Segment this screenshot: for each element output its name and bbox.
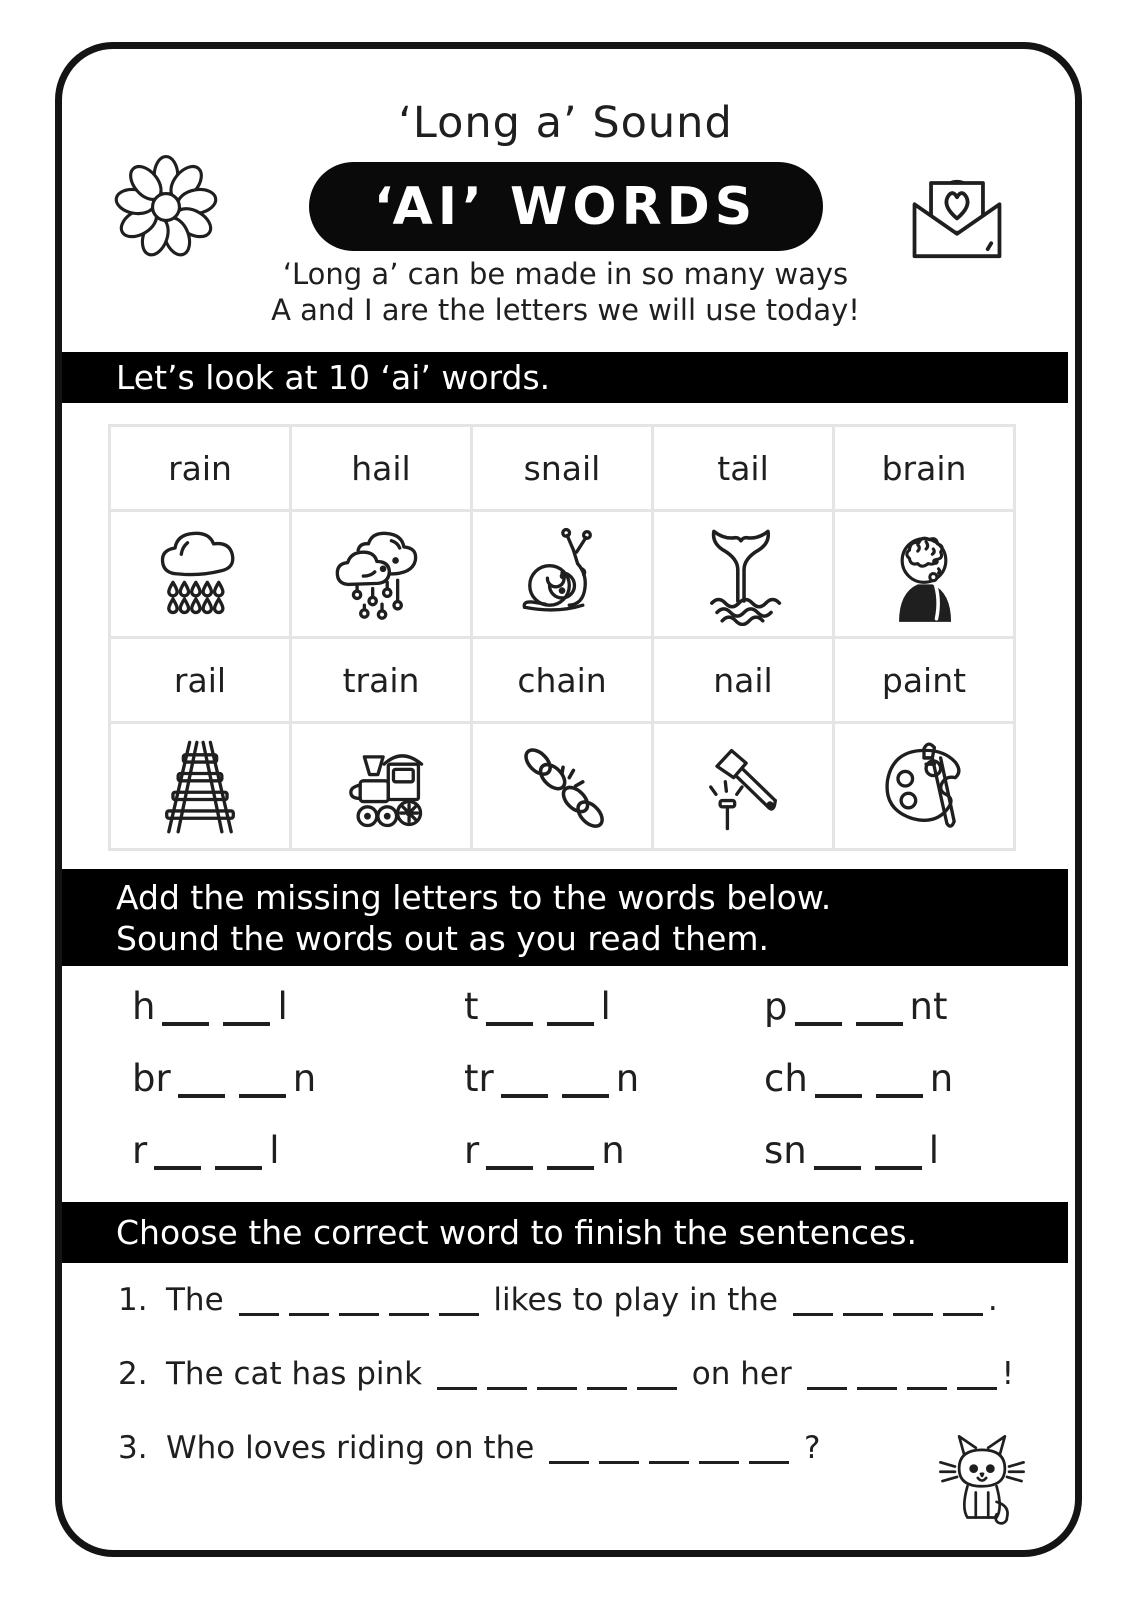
sentence <box>118 1282 1068 1322</box>
answer-blank <box>943 1311 983 1316</box>
word-icon-cell <box>653 723 834 850</box>
missing-letters-word <box>464 1057 764 1103</box>
sentence-number: 2. <box>118 1356 148 1392</box>
word-icon-cell <box>110 723 291 850</box>
word-suffix: nt <box>909 985 948 1028</box>
missing-letters-banner <box>62 869 1068 966</box>
sentence-text: The <box>166 1282 234 1318</box>
letter-blank <box>875 1164 922 1170</box>
letter-blank <box>501 1092 548 1098</box>
paint-palette-icon <box>872 734 976 838</box>
letter-blank <box>562 1092 609 1098</box>
missing-letters-word <box>464 985 764 1031</box>
letter-blank <box>215 1164 262 1170</box>
word-suffix: l <box>600 985 611 1028</box>
missing-letters-word <box>132 1057 464 1103</box>
whale-tail-icon <box>691 522 795 626</box>
thinking-head-icon <box>872 522 976 626</box>
letter-blank <box>162 1020 209 1026</box>
word-prefix: r <box>132 1129 148 1172</box>
missing-letters-banner-line-2: Sound the words out as you read them. <box>116 918 770 958</box>
word-icon-cell <box>472 511 653 638</box>
title-badge-label: ‘AI’ WORDS <box>373 176 758 237</box>
sentence-text: on her <box>681 1356 802 1392</box>
answer-blank <box>699 1459 739 1464</box>
sentences-banner-text: Choose the correct word to finish the sentences. <box>116 1213 918 1252</box>
letter-blank <box>486 1020 533 1026</box>
sentence-number: 1. <box>118 1282 148 1318</box>
answer-blank <box>239 1311 279 1316</box>
word-prefix: r <box>464 1129 480 1172</box>
daisy-flower-icon <box>110 150 222 264</box>
word-icon-cell <box>834 511 1015 638</box>
letter-blank <box>876 1092 923 1098</box>
word-icon-cell <box>834 723 1015 850</box>
missing-letters-grid <box>62 985 1068 1175</box>
sentence-text: Who loves riding on the <box>166 1430 545 1466</box>
word-suffix: l <box>269 1129 280 1172</box>
missing-letters-word <box>132 1129 464 1175</box>
answer-blank <box>339 1311 379 1316</box>
word-bank-banner <box>62 352 1068 403</box>
train-icon <box>329 734 433 838</box>
word-label-rail: rail <box>110 638 291 723</box>
missing-letters-banner-line-1: Add the missing letters to the words below. <box>116 877 832 917</box>
love-letter-icon <box>896 150 1018 268</box>
subtitle-line-1: ‘Long a’ can be made in so many ways <box>282 257 849 291</box>
word-icon-cell <box>291 511 472 638</box>
word-label-hail: hail <box>291 426 472 511</box>
word-prefix: tr <box>464 1057 494 1100</box>
letter-blank <box>856 1020 903 1026</box>
word-label-brain: brain <box>834 426 1015 511</box>
answer-blank <box>807 1385 847 1390</box>
sentence-list <box>62 1282 1068 1504</box>
answer-blank <box>893 1311 933 1316</box>
word-label-snail: snail <box>472 426 653 511</box>
missing-letters-word <box>764 1129 1068 1175</box>
letter-blank <box>154 1164 201 1170</box>
word-icon-cell <box>110 511 291 638</box>
answer-blank <box>549 1459 589 1464</box>
answer-blank <box>749 1459 789 1464</box>
word-icon-cell <box>653 511 834 638</box>
letter-blank <box>178 1092 225 1098</box>
answer-blank <box>439 1311 479 1316</box>
word-suffix: n <box>929 1057 954 1100</box>
answer-blank <box>649 1459 689 1464</box>
letter-blank <box>547 1020 594 1026</box>
rain-icon <box>148 522 252 626</box>
kitten-icon <box>930 1424 1034 1534</box>
word-icon-cell <box>472 723 653 850</box>
word-prefix: sn <box>764 1129 807 1172</box>
rail-track-icon <box>148 734 252 838</box>
word-label-train: train <box>291 638 472 723</box>
hail-icon <box>329 522 433 626</box>
word-suffix: n <box>615 1057 640 1100</box>
word-label-nail: nail <box>653 638 834 723</box>
word-prefix: ch <box>764 1057 808 1100</box>
subtitle-line-2: A and I are the letters we will use today! <box>271 293 860 327</box>
word-prefix: h <box>132 985 156 1028</box>
sentence-text: ! <box>1001 1356 1015 1392</box>
chain-icon <box>510 734 614 838</box>
letter-blank <box>795 1020 842 1026</box>
letter-blank <box>815 1092 862 1098</box>
page-title: ‘Long a’ Sound <box>398 98 733 148</box>
word-grid-table <box>108 424 1016 851</box>
answer-blank <box>793 1311 833 1316</box>
title-badge <box>309 162 823 251</box>
answer-blank <box>843 1311 883 1316</box>
letter-blank <box>239 1092 286 1098</box>
sentence-text: . <box>987 1282 998 1318</box>
word-label-tail: tail <box>653 426 834 511</box>
answer-blank <box>437 1385 477 1390</box>
word-icon-cell <box>291 723 472 850</box>
sentence-text: The cat has pink <box>166 1356 432 1392</box>
answer-blank <box>487 1385 527 1390</box>
word-suffix: n <box>601 1129 625 1172</box>
letter-blank <box>547 1164 594 1170</box>
sentence-text: likes to play in the <box>483 1282 788 1318</box>
answer-blank <box>637 1385 677 1390</box>
missing-letters-word <box>132 985 464 1031</box>
sentence <box>118 1430 1068 1470</box>
sentence-text: ? <box>794 1430 821 1466</box>
snail-icon <box>510 522 614 626</box>
answer-blank <box>389 1311 429 1316</box>
word-label-rain: rain <box>110 426 291 511</box>
hammer-nail-icon <box>691 734 795 838</box>
word-label-chain: chain <box>472 638 653 723</box>
word-prefix: p <box>764 985 788 1028</box>
missing-letters-word <box>764 1057 1068 1103</box>
letter-blank <box>223 1020 270 1026</box>
word-prefix: t <box>464 985 479 1028</box>
answer-blank <box>289 1311 329 1316</box>
sentences-banner <box>62 1202 1068 1263</box>
letter-blank <box>814 1164 861 1170</box>
answer-blank <box>537 1385 577 1390</box>
missing-letters-word <box>464 1129 764 1175</box>
missing-letters-word <box>764 985 1068 1031</box>
answer-blank <box>599 1459 639 1464</box>
sentence <box>118 1356 1068 1396</box>
letter-blank <box>486 1164 533 1170</box>
word-bank-banner-text: Let’s look at 10 ‘ai’ words. <box>116 358 551 397</box>
sentence-number: 3. <box>118 1430 148 1466</box>
answer-blank <box>587 1385 627 1390</box>
word-suffix: n <box>292 1057 317 1100</box>
answer-blank <box>957 1385 997 1390</box>
answer-blank <box>907 1385 947 1390</box>
answer-blank <box>857 1385 897 1390</box>
word-suffix: l <box>277 985 288 1028</box>
word-label-paint: paint <box>834 638 1015 723</box>
word-suffix: l <box>928 1129 940 1172</box>
word-prefix: br <box>132 1057 171 1100</box>
subtitle <box>0 256 1131 328</box>
